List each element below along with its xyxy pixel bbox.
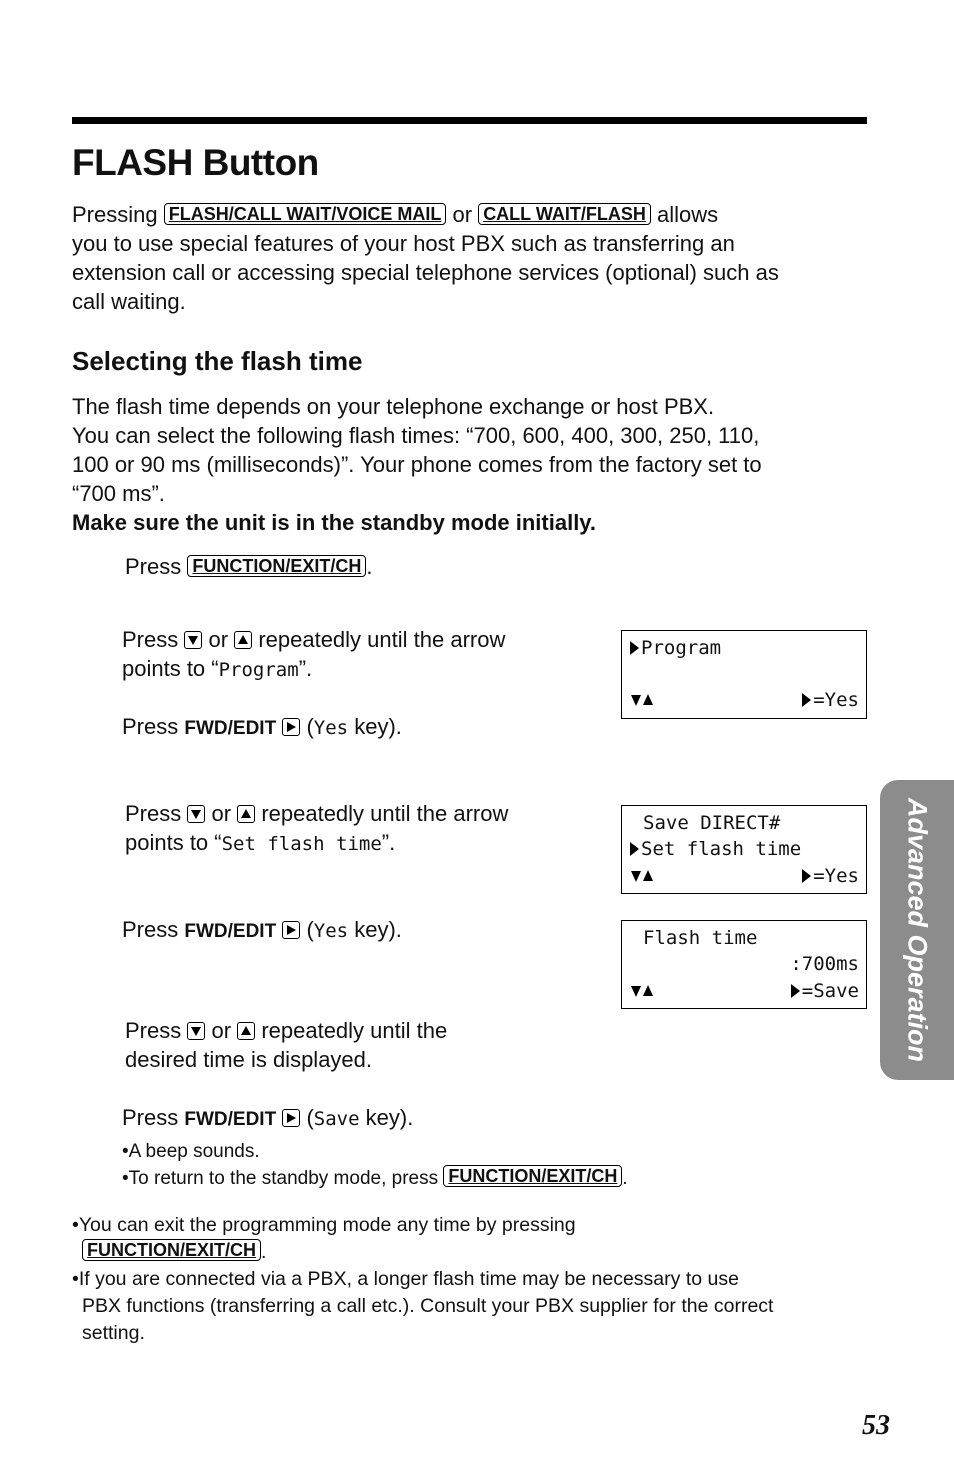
- section-heading: Selecting the flash time: [72, 346, 363, 376]
- standby-note: Make sure the unit is in the standby mode initially.: [72, 510, 597, 535]
- step-4-close-quote: ”.: [381, 830, 396, 855]
- lcd-2-yes-text: =Yes: [813, 865, 859, 887]
- note-2-line-1: •If you are connected via a PBX, a longer flash time may be necessary to use: [72, 1268, 739, 1290]
- fwd-edit-label: FWD/EDIT: [184, 921, 277, 942]
- step-6-line-2: desired time is displayed.: [125, 1047, 373, 1072]
- lcd-display-set-flash-time: [621, 805, 867, 894]
- fwd-edit-label: FWD/EDIT: [184, 718, 277, 739]
- step-2-points-to: points to “: [122, 656, 219, 681]
- section-paragraph: [72, 392, 872, 537]
- step-2-program-text: Program: [218, 659, 299, 681]
- lcd-3-line-2: :700ms: [790, 953, 859, 975]
- step-6: [125, 1016, 605, 1074]
- top-rule: [72, 117, 867, 124]
- lcd-2-line-1: Save DIRECT#: [643, 812, 781, 834]
- step-3: [122, 712, 402, 743]
- lcd-1-line-2-right: [802, 689, 859, 711]
- step-3-key-text: key).: [354, 714, 402, 739]
- lcd-2-line-3-right: [802, 865, 859, 887]
- note-2-line-2: PBX functions (transferring a call etc.). Consult your PBX supplier for the correct: [82, 1295, 774, 1317]
- step-5-press: Press: [122, 917, 179, 942]
- bullet-return-period: .: [622, 1168, 628, 1189]
- down-arrow-key-icon: [187, 1022, 205, 1040]
- step-3-press: Press: [122, 714, 179, 739]
- note-1-line-1: •You can exit the programming mode any time by pressing: [72, 1214, 576, 1236]
- intro-or-text: or: [452, 202, 473, 227]
- down-up-arrows-icon: [630, 984, 656, 998]
- step-3-yes-text: Yes: [313, 717, 349, 739]
- lcd-1-updown: [630, 689, 656, 711]
- page-title: FLASH Button: [72, 142, 319, 183]
- down-up-arrows-icon: [630, 869, 656, 883]
- section-line-1: The flash time depends on your telephone exchange or host PBX.: [72, 394, 715, 419]
- intro-line-3: extension call or accessing special telephone services (optional) such as: [72, 260, 779, 285]
- up-arrow-key-icon: [237, 805, 255, 823]
- lcd-3-line-3-right: [791, 980, 859, 1002]
- step-7-open-paren: (: [306, 1105, 314, 1130]
- page-number: 53: [862, 1410, 890, 1441]
- step-6-line-1: [125, 1016, 605, 1045]
- step-7-press: Press: [122, 1105, 179, 1130]
- pointer-icon: [802, 869, 811, 883]
- step-2-line-2: [122, 654, 602, 685]
- step-1: [125, 552, 373, 581]
- step-5-yes-text: Yes: [313, 920, 349, 942]
- step-4-tail: repeatedly until the arrow: [261, 801, 509, 826]
- fwd-edit-label: FWD/EDIT: [184, 1109, 277, 1130]
- section-line-4: “700 ms”.: [72, 481, 165, 506]
- lcd-display-flash-time: [621, 920, 867, 1009]
- up-arrow-key-icon: [237, 1022, 255, 1040]
- down-up-arrows-icon: [630, 693, 656, 707]
- bullet-return: •To return to the standby mode, press FUNCTION/EXIT/CH .: [122, 1166, 628, 1189]
- step-2: [122, 625, 602, 685]
- notes-block: [72, 1212, 872, 1347]
- note-2-text: If you are connected via a PBX, a longer flash time may be necessary to use: [78, 1268, 739, 1290]
- step-5: [122, 915, 402, 946]
- step-2-tail: repeatedly until the arrow: [258, 627, 506, 652]
- step-7-save-text: Save: [313, 1108, 360, 1130]
- intro-line-4: call waiting.: [72, 289, 186, 314]
- step-1-period: .: [366, 554, 373, 579]
- step-4-set-flash-time-text: Set flash time: [221, 833, 382, 855]
- step-4-line-1: [125, 799, 605, 828]
- right-arrow-key-icon: [282, 718, 300, 736]
- step-6-tail: repeatedly until the: [261, 1018, 448, 1043]
- note-2-line-3: setting.: [82, 1322, 145, 1344]
- step-3-open-paren: (: [306, 714, 314, 739]
- advanced-operation-tab: [880, 780, 954, 1080]
- right-arrow-key-icon: [282, 921, 300, 939]
- note-1-text: You can exit the programming mode any time by pressing: [78, 1214, 576, 1236]
- bullet-return-text: To return to the standby mode, press: [128, 1168, 439, 1189]
- step-5-key-text: key).: [354, 917, 402, 942]
- step-4: [125, 799, 605, 859]
- step-2-press: Press: [122, 627, 179, 652]
- up-arrow-key-icon: [234, 631, 252, 649]
- right-arrow-key-icon: [282, 1109, 300, 1127]
- lcd-2-line-2: [630, 838, 801, 860]
- down-arrow-key-icon: [187, 805, 205, 823]
- intro-line-2: you to use special features of your host PBX such as transferring an: [72, 231, 735, 256]
- step-7: [122, 1103, 413, 1134]
- intro-pressing-text: Pressing: [72, 202, 158, 227]
- step-7-key-text: key).: [365, 1105, 414, 1130]
- call-wait-flash-key: CALL WAIT/FLASH: [478, 203, 651, 225]
- function-exit-ch-key: FUNCTION/EXIT/CH: [82, 1239, 261, 1261]
- step-6-or: or: [211, 1018, 232, 1043]
- intro-allows-text: allows: [656, 202, 719, 227]
- function-exit-ch-key: FUNCTION/EXIT/CH: [443, 1165, 622, 1187]
- step-4-or: or: [211, 801, 232, 826]
- pointer-icon: [630, 641, 639, 655]
- step-4-line-2: [125, 828, 605, 859]
- pointer-icon: [791, 984, 800, 998]
- step-6-press: Press: [125, 1018, 182, 1043]
- intro-line-1: [72, 200, 872, 229]
- step-4-points-to: points to “: [125, 830, 222, 855]
- lcd-display-program: [621, 630, 867, 719]
- step-4-press: Press: [125, 801, 182, 826]
- lcd-1-line-1: [630, 637, 721, 659]
- flash-call-wait-voice-mail-key: FLASH/CALL WAIT/VOICE MAIL: [164, 203, 447, 225]
- lcd-3-save-text: =Save: [801, 980, 859, 1002]
- lcd-2-updown: [630, 865, 656, 887]
- step-2-or: or: [208, 627, 229, 652]
- step-2-close-quote: ”.: [298, 656, 313, 681]
- intro-paragraph: [72, 200, 872, 316]
- bullet-beep-text: A beep sounds.: [128, 1141, 260, 1162]
- section-line-3: 100 or 90 ms (milliseconds)”. Your phone comes from the factory set to: [72, 452, 762, 477]
- note-1-line-2: [72, 1239, 872, 1266]
- side-tab-label: Advanced Operation: [902, 797, 933, 1063]
- lcd-2-set-flash-time-text: Set flash time: [641, 838, 802, 860]
- lcd-1-yes-text: =Yes: [813, 689, 859, 711]
- lcd-3-updown: [630, 980, 656, 1002]
- function-exit-ch-key: FUNCTION/EXIT/CH: [187, 555, 366, 577]
- lcd-3-line-1: Flash time: [643, 927, 758, 949]
- section-line-2: You can select the following flash times: “700, 600, 400, 300, 250, 110,: [72, 423, 760, 448]
- step-1-press: Press: [125, 554, 182, 579]
- down-arrow-key-icon: [184, 631, 202, 649]
- step-7-bullets: [122, 1138, 628, 1192]
- step-2-line-1: [122, 625, 602, 654]
- pointer-icon: [802, 693, 811, 707]
- bullet-beep: •A beep sounds.: [122, 1141, 260, 1162]
- lcd-1-program-text: Program: [641, 637, 722, 659]
- step-5-open-paren: (: [306, 917, 314, 942]
- pointer-icon: [630, 842, 639, 856]
- note-1-period: .: [261, 1241, 267, 1263]
